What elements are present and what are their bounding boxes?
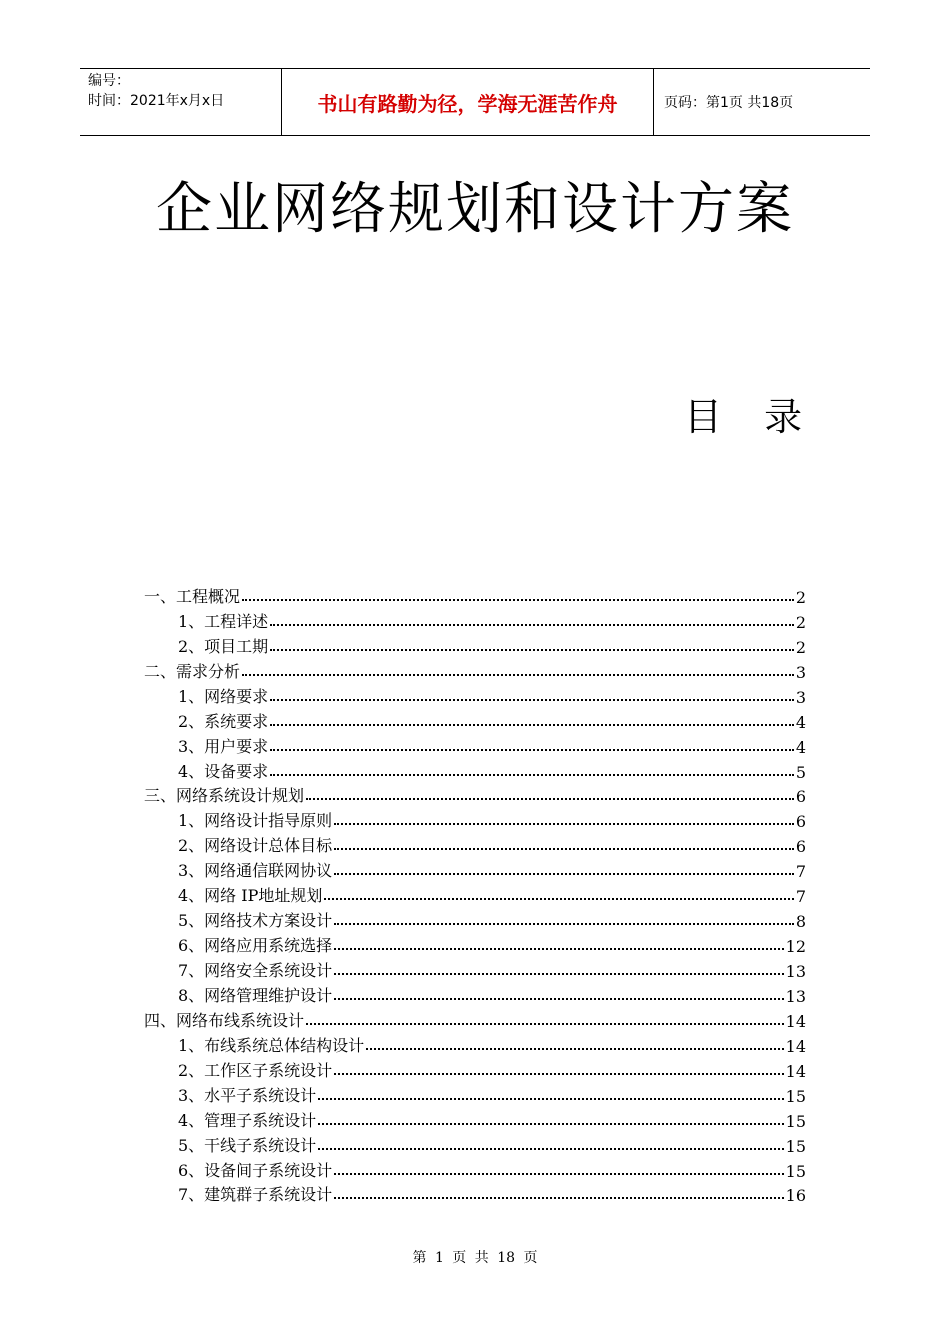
toc-leader-dots xyxy=(334,923,794,925)
toc-entry[interactable] xyxy=(144,1081,806,1106)
toc-leader-dots xyxy=(318,1123,783,1125)
toc-entry[interactable] xyxy=(144,1031,806,1056)
toc-entry-label: 2、项目工期 xyxy=(178,636,269,656)
toc-entry-label: 4、网络 IP地址规划 xyxy=(178,886,323,906)
toc-entry-page: 15 xyxy=(785,1136,806,1156)
toc-leader-dots xyxy=(270,699,794,701)
toc-entry-label: 2、网络设计总体目标 xyxy=(178,836,333,856)
toc-leader-dots xyxy=(334,1073,783,1075)
toc-entry[interactable] xyxy=(144,1056,806,1081)
toc-entry-page: 13 xyxy=(785,986,806,1006)
toc-entry-label: 2、系统要求 xyxy=(178,711,269,731)
table-of-contents xyxy=(144,582,806,1205)
toc-entry[interactable] xyxy=(144,607,806,632)
toc-entry[interactable] xyxy=(144,906,806,931)
toc-leader-dots xyxy=(270,774,794,776)
toc-leader-dots xyxy=(334,1173,783,1175)
toc-entry-page: 4 xyxy=(795,712,806,732)
toc-entry-label: 6、网络应用系统选择 xyxy=(178,936,333,956)
toc-entry-page: 3 xyxy=(795,687,806,707)
toc-entry-page: 8 xyxy=(795,912,806,932)
toc-entry[interactable] xyxy=(144,981,806,1006)
toc-leader-dots xyxy=(270,624,794,626)
header-page-info: 页码：第1页 共18页 xyxy=(664,95,794,111)
page-header xyxy=(80,68,870,136)
toc-entry-label: 7、网络安全系统设计 xyxy=(178,961,333,980)
toc-entry-page: 2 xyxy=(795,637,806,657)
toc-leader-dots xyxy=(334,1197,783,1199)
toc-entry[interactable] xyxy=(144,1006,806,1031)
toc-leader-dots xyxy=(270,749,794,751)
toc-entry-label: 4、管理子系统设计 xyxy=(178,1110,317,1130)
toc-entry-page: 14 xyxy=(785,1011,806,1031)
toc-entry-page: 15 xyxy=(785,1111,806,1131)
toc-entry-page: 15 xyxy=(785,1086,806,1106)
toc-leader-dots xyxy=(324,898,793,900)
toc-leader-dots xyxy=(306,798,794,800)
toc-entry-label: 5、干线子系统设计 xyxy=(178,1135,317,1155)
toc-entry-label: 二、需求分析 xyxy=(144,661,241,681)
toc-entry[interactable] xyxy=(144,931,806,956)
toc-entry-label: 7、建筑群子系统设计 xyxy=(178,1185,333,1205)
toc-entry[interactable] xyxy=(144,782,806,807)
toc-entry[interactable] xyxy=(144,632,806,657)
toc-entry-page: 14 xyxy=(785,1061,806,1081)
toc-entry[interactable] xyxy=(144,1156,806,1181)
toc-leader-dots xyxy=(334,973,783,975)
toc-entry-label: 1、布线系统总体结构设计 xyxy=(178,1035,365,1055)
toc-entry[interactable] xyxy=(144,1181,806,1206)
toc-leader-dots xyxy=(318,1148,783,1150)
toc-leader-dots xyxy=(334,873,794,875)
toc-entry[interactable] xyxy=(144,1131,806,1156)
toc-entry[interactable] xyxy=(144,682,806,707)
header-meta xyxy=(80,69,282,135)
toc-entry-label: 四、网络布线系统设计 xyxy=(144,1010,305,1030)
toc-entry-label: 4、设备要求 xyxy=(178,761,269,781)
toc-entry[interactable] xyxy=(144,757,806,782)
toc-entry-page: 14 xyxy=(785,1036,806,1056)
toc-entry-label: 1、网络要求 xyxy=(178,686,269,706)
toc-leader-dots xyxy=(366,1048,783,1050)
toc-entry-page: 13 xyxy=(785,962,806,981)
toc-entry-label: 3、水平子系统设计 xyxy=(178,1085,317,1105)
toc-entry-page: 2 xyxy=(795,612,806,632)
time-label: 时间：2021年x月x日 xyxy=(88,93,225,109)
toc-entry[interactable] xyxy=(144,806,806,831)
toc-entry-page: 7 xyxy=(795,862,806,882)
number-label: 编号： xyxy=(88,73,130,89)
toc-leader-dots xyxy=(270,724,794,726)
document-title: 企业网络规划和设计方案 xyxy=(156,177,794,242)
toc-entry-page: 4 xyxy=(795,737,806,757)
toc-entry-page: 16 xyxy=(785,1186,806,1206)
toc-entry[interactable] xyxy=(144,831,806,856)
toc-leader-dots xyxy=(334,998,783,1000)
toc-leader-dots xyxy=(334,823,794,825)
toc-entry-label: 5、网络技术方案设计 xyxy=(178,911,333,931)
toc-leader-dots xyxy=(242,674,794,676)
toc-leader-dots xyxy=(306,1023,784,1025)
toc-leader-dots xyxy=(318,1098,783,1100)
toc-entry-page: 6 xyxy=(795,787,806,807)
toc-entry-page: 2 xyxy=(795,587,806,607)
toc-entry-page: 6 xyxy=(795,812,806,832)
toc-entry[interactable] xyxy=(144,582,806,607)
toc-entry-page: 12 xyxy=(785,937,806,957)
toc-entry-label: 2、工作区子系统设计 xyxy=(178,1060,333,1080)
toc-entry-page: 6 xyxy=(795,837,806,857)
toc-entry[interactable] xyxy=(144,707,806,732)
toc-entry-page: 5 xyxy=(795,762,806,782)
toc-entry-label: 1、工程详述 xyxy=(178,611,269,631)
toc-entry[interactable] xyxy=(144,856,806,881)
toc-leader-dots xyxy=(334,948,783,950)
toc-entry[interactable] xyxy=(144,881,806,906)
toc-entry[interactable] xyxy=(144,1106,806,1131)
toc-entry-page: 7 xyxy=(795,887,806,907)
toc-entry-page: 3 xyxy=(795,662,806,682)
toc-entry[interactable] xyxy=(144,732,806,757)
toc-entry-label: 一、工程概况 xyxy=(144,586,241,606)
toc-heading: 目 录 xyxy=(684,395,803,439)
toc-entry-label: 6、设备间子系统设计 xyxy=(178,1160,333,1180)
toc-leader-dots xyxy=(270,649,794,651)
toc-entry-label: 1、网络设计指导原则 xyxy=(178,811,333,831)
toc-entry-label: 8、网络管理维护设计 xyxy=(178,985,333,1005)
toc-entry[interactable] xyxy=(144,956,806,981)
page-footer: 第 1 页 共 18 页 xyxy=(412,1250,538,1266)
toc-entry[interactable] xyxy=(144,657,806,682)
toc-entry-label: 3、网络通信联网协议 xyxy=(178,861,333,881)
toc-leader-dots xyxy=(242,599,794,601)
toc-entry-label: 3、用户要求 xyxy=(178,736,269,756)
header-motto: 书山有路勤为径，学海无涯苦作舟 xyxy=(282,69,654,135)
toc-entry-label: 三、网络系统设计规划 xyxy=(144,786,305,806)
toc-entry-page: 15 xyxy=(785,1161,806,1181)
toc-leader-dots xyxy=(334,848,794,850)
